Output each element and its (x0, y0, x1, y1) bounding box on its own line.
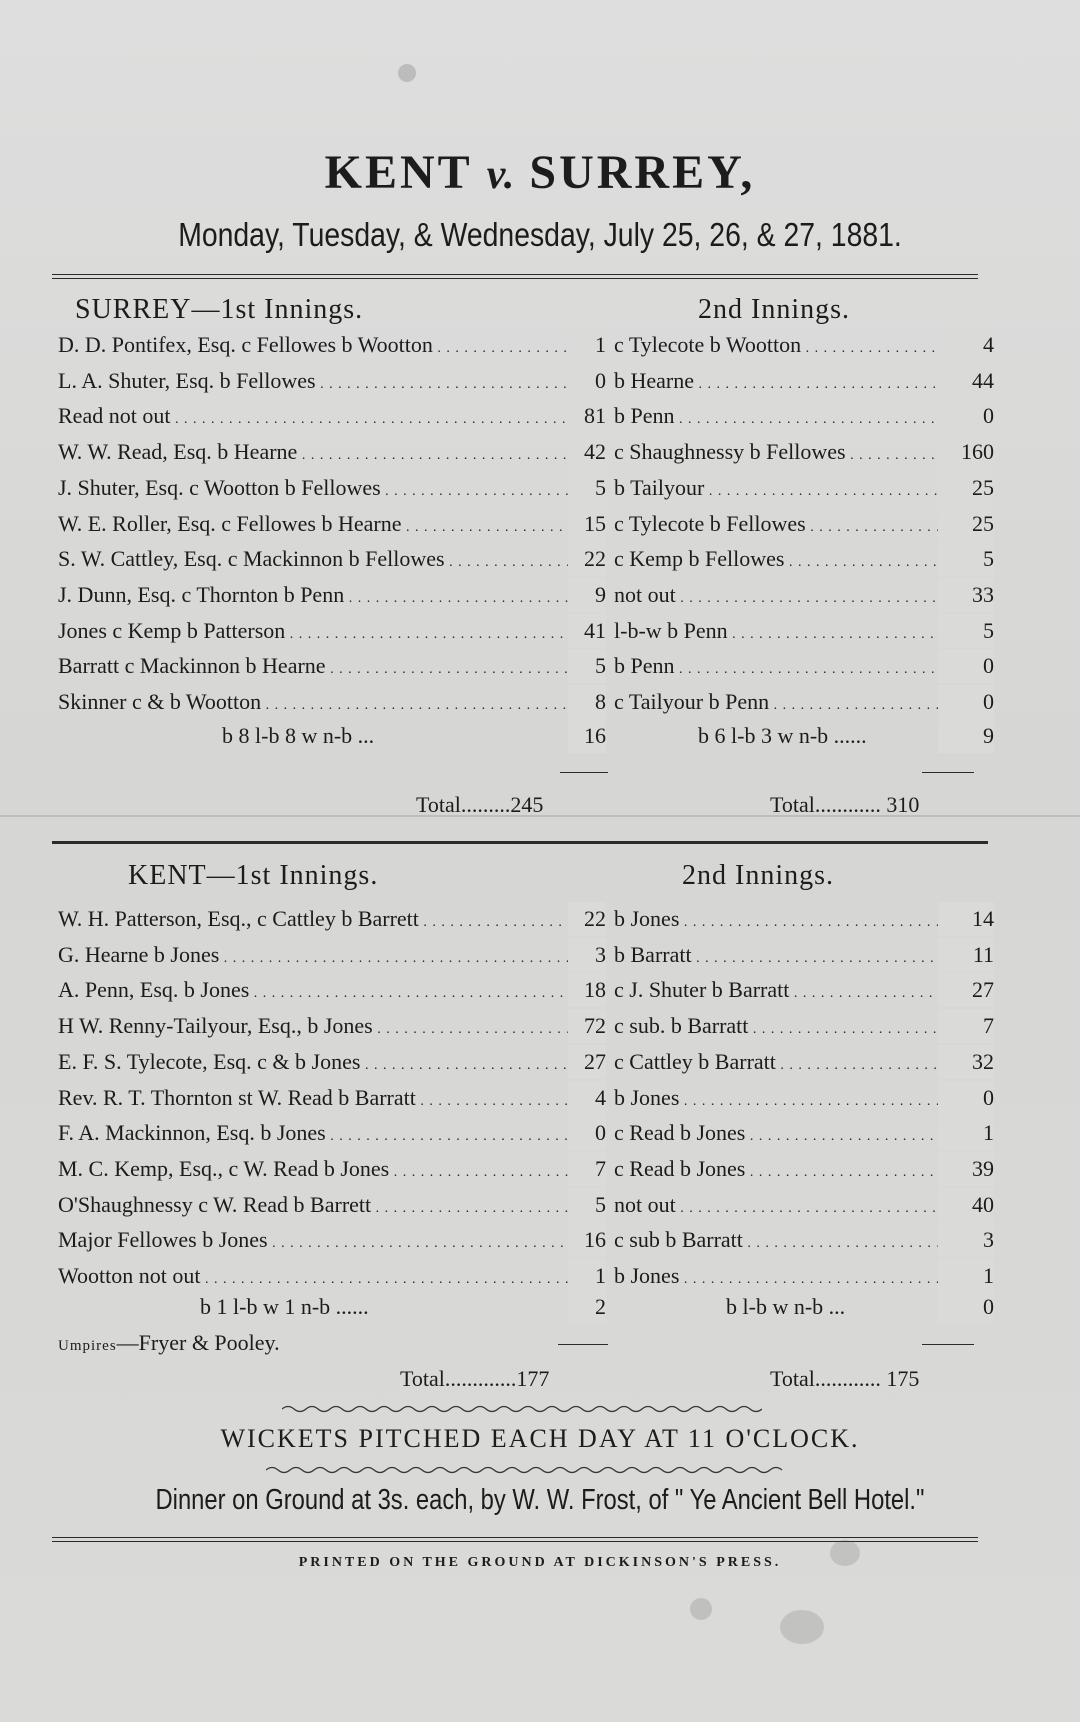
runs-second-innings: 1 (938, 1259, 994, 1293)
batting-row (58, 328, 994, 362)
dismissal-first-innings: W. H. Patterson, Esq., c Cattley b Barrett . . . (58, 902, 568, 940)
runs-first-innings: 41 (568, 614, 606, 648)
dismissal-second-innings: b Hearne . . . (614, 364, 994, 402)
runs-second-innings: 27 (938, 973, 994, 1007)
runs-second-innings: 14 (938, 902, 994, 936)
runs-second-innings: 33 (938, 578, 994, 612)
dismissal-second-innings: b Barratt . . . (614, 938, 994, 976)
runs-second-innings: 1 (938, 1116, 994, 1150)
batting-row (58, 1188, 994, 1222)
dismissal-second-innings: c Shaughnessy b Fellowes . . . (614, 435, 994, 473)
runs-first-innings: 16 (568, 1223, 606, 1257)
batting-row (58, 1223, 994, 1257)
runs-first-innings: 0 (568, 1116, 606, 1150)
dismissal-first-innings: E. F. S. Tylecote, Esq. c & b Jones . . . (58, 1045, 568, 1083)
dismissal-first-innings: D. D. Pontifex, Esq. c Fellowes b Wootton . . . (58, 328, 568, 366)
runs-second-innings: 0 (938, 649, 994, 683)
batting-row (58, 1152, 994, 1186)
surrey-first-total-line (560, 772, 608, 773)
match-dates: Monday, Tuesday, & Wednesday, July 25, 26, & 27, 1881. (178, 216, 902, 253)
dinner-notice: Dinner on Ground at 3s. each, by W. W. Frost, of " Ye Ancient Bell Hotel." (155, 1484, 925, 1516)
header-rule (52, 274, 978, 279)
dismissal-second-innings: c Read b Jones . . . (614, 1116, 994, 1154)
dismissal-first-innings: W. E. Roller, Esq. c Fellowes b Hearne . . . (58, 507, 568, 545)
title-team-2: SURREY, (529, 146, 756, 199)
dismissal-second-innings: c Tylecote b Wootton . . . (614, 328, 994, 366)
runs-first-innings: 22 (568, 902, 606, 936)
runs-first-innings: 8 (568, 685, 606, 719)
dismissal-second-innings: b Penn . . . (614, 399, 994, 437)
runs-second-innings: 5 (938, 542, 994, 576)
runs-second-innings: 0 (938, 685, 994, 719)
runs-first-innings: 72 (568, 1009, 606, 1043)
dismissal-second-innings: c Tailyour b Penn . . . (614, 685, 994, 723)
runs-second-innings: 7 (938, 1009, 994, 1043)
runs-second-innings: 44 (938, 364, 994, 398)
dismissal-first-innings: Skinner c & b Wootton . . . (58, 685, 568, 723)
surrey-extras-first-runs: 16 (568, 719, 606, 753)
batting-row (58, 614, 994, 648)
dismissal-second-innings: c sub b Barratt . . . (614, 1223, 994, 1261)
surrey-extras-second: b 6 l-b 3 w n-b ...... (698, 723, 867, 748)
surrey-second-total: Total............ 310 (770, 792, 920, 817)
dismissal-first-innings: Barratt c Mackinnon b Hearne . . . (58, 649, 568, 687)
dismissal-first-innings: A. Penn, Esq. b Jones . . . (58, 973, 568, 1011)
dismissal-first-innings: L. A. Shuter, Esq. b Fellowes . . . (58, 364, 568, 402)
wickets-notice: WICKETS PITCHED EACH DAY AT 11 O'CLOCK. (220, 1424, 860, 1453)
ink-stain (830, 1540, 860, 1566)
dismissal-first-innings: Jones c Kemp b Patterson . . . (58, 614, 568, 652)
dismissal-first-innings: S. W. Cattley, Esq. c Mackinnon b Fellowes . . . (58, 542, 568, 580)
runs-second-innings: 39 (938, 1152, 994, 1186)
kent-extras-first-runs: 2 (568, 1290, 606, 1324)
batting-row (58, 685, 994, 719)
runs-first-innings: 1 (568, 1259, 606, 1293)
runs-first-innings: 27 (568, 1045, 606, 1079)
section-rule (52, 841, 988, 844)
wavy-rule-top (282, 1404, 762, 1414)
dismissal-first-innings: G. Hearne b Jones . . . (58, 938, 568, 976)
batting-row (58, 471, 994, 505)
runs-second-innings: 40 (938, 1188, 994, 1222)
dismissal-second-innings: l-b-w b Penn . . . (614, 614, 994, 652)
runs-first-innings: 5 (568, 1188, 606, 1222)
dismissal-second-innings: b Penn . . . (614, 649, 994, 687)
batting-row (58, 1116, 994, 1150)
runs-first-innings: 18 (568, 973, 606, 1007)
ink-stain (690, 1598, 712, 1620)
ink-stain (398, 64, 416, 82)
dismissal-first-innings: W. W. Read, Esq. b Hearne . . . (58, 435, 568, 473)
kent-extras-second-runs: 0 (938, 1290, 994, 1324)
runs-first-innings: 81 (568, 399, 606, 433)
batting-row (58, 399, 994, 433)
runs-second-innings: 5 (938, 614, 994, 648)
batting-row (58, 938, 994, 972)
runs-second-innings: 32 (938, 1045, 994, 1079)
runs-first-innings: 42 (568, 435, 606, 469)
ink-stain (780, 1610, 824, 1644)
batting-row (58, 1259, 994, 1293)
runs-first-innings: 15 (568, 507, 606, 541)
surrey-extras-second-runs: 9 (938, 719, 994, 753)
dismissal-first-innings: J. Dunn, Esq. c Thornton b Penn . . . (58, 578, 568, 616)
surrey-extras-first: b 8 l-b 8 w n-b ... (222, 723, 375, 748)
runs-first-innings: 7 (568, 1152, 606, 1186)
batting-row (58, 364, 994, 398)
dismissal-first-innings: F. A. Mackinnon, Esq. b Jones . . . (58, 1116, 568, 1154)
dismissal-first-innings: O'Shaughnessy c W. Read b Barrett . . . (58, 1188, 568, 1226)
dismissal-first-innings: Rev. R. T. Thornton st W. Read b Barratt . . . (58, 1081, 568, 1119)
batting-row (58, 435, 994, 469)
kent-first-total: Total.............177 (400, 1366, 550, 1391)
kent-second-total-line (922, 1344, 974, 1345)
runs-first-innings: 0 (568, 364, 606, 398)
dismissal-first-innings: J. Shuter, Esq. c Wootton b Fellowes . . . (58, 471, 568, 509)
dismissal-first-innings: Read not out . . . (58, 399, 568, 437)
printer-imprint: PRINTED ON THE GROUND AT DICKINSON'S PRESS. (298, 1555, 782, 1570)
dismissal-second-innings: c Cattley b Barratt . . . (614, 1045, 994, 1083)
surrey-first-innings-heading: SURREY—1st Innings. (75, 294, 364, 325)
runs-first-innings: 9 (568, 578, 606, 612)
surrey-second-total-line (922, 772, 974, 773)
dismissal-second-innings: c J. Shuter b Barratt . . . (614, 973, 994, 1011)
runs-first-innings: 4 (568, 1081, 606, 1115)
runs-second-innings: 160 (938, 435, 994, 469)
runs-first-innings: 5 (568, 471, 606, 505)
batting-row (58, 542, 994, 576)
kent-extras-second: b l-b w n-b ... (726, 1294, 846, 1319)
umpires-line (58, 1330, 280, 1356)
runs-first-innings: 5 (568, 649, 606, 683)
runs-first-innings: 22 (568, 542, 606, 576)
dismissal-second-innings: not out . . . (614, 578, 994, 616)
runs-second-innings: 25 (938, 471, 994, 505)
batting-row (58, 902, 994, 936)
umpires-names: —Fryer & Pooley. (116, 1330, 280, 1355)
dismissal-second-innings: c Kemp b Fellowes . . . (614, 542, 994, 580)
dismissal-second-innings: c sub. b Barratt . . . (614, 1009, 994, 1047)
runs-second-innings: 4 (938, 328, 994, 362)
batting-row (58, 1009, 994, 1043)
runs-second-innings: 0 (938, 399, 994, 433)
dismissal-second-innings: c Read b Jones . . . (614, 1152, 994, 1190)
batting-row (58, 507, 994, 541)
batting-row (58, 973, 994, 1007)
runs-second-innings: 25 (938, 507, 994, 541)
batting-row (58, 649, 994, 683)
kent-first-innings-heading: KENT—1st Innings. (128, 860, 379, 891)
dismissal-second-innings: b Jones . . . (614, 1081, 994, 1119)
title-versus: v. (486, 152, 515, 198)
kent-extras-row (58, 1290, 994, 1324)
batting-row (58, 1081, 994, 1115)
kent-extras-first: b 1 l-b w 1 n-b ...... (200, 1294, 369, 1319)
kent-second-total: Total............ 175 (770, 1366, 920, 1391)
dismissal-first-innings: M. C. Kemp, Esq., c W. Read b Jones . . . (58, 1152, 568, 1190)
runs-second-innings: 0 (938, 1081, 994, 1115)
runs-second-innings: 3 (938, 1223, 994, 1257)
batting-row (58, 578, 994, 612)
title-team-1: KENT (324, 146, 472, 199)
runs-second-innings: 11 (938, 938, 994, 972)
runs-first-innings: 1 (568, 328, 606, 362)
surrey-first-total: Total.........245 (416, 792, 544, 817)
match-title (0, 145, 1080, 200)
kent-first-total-line (558, 1344, 608, 1345)
dismissal-first-innings: Major Fellowes b Jones . . . (58, 1223, 568, 1261)
dismissal-second-innings: not out . . . (614, 1188, 994, 1226)
dismissal-second-innings: b Tailyour . . . (614, 471, 994, 509)
surrey-second-innings-heading: 2nd Innings. (698, 294, 850, 325)
batting-row (58, 1045, 994, 1079)
surrey-extras-row (58, 719, 994, 753)
dismissal-second-innings: b Jones . . . (614, 902, 994, 940)
runs-first-innings: 3 (568, 938, 606, 972)
umpires-label: Umpires (58, 1338, 117, 1354)
dismissal-first-innings: H W. Renny-Tailyour, Esq., b Jones . . . (58, 1009, 568, 1047)
kent-second-innings-heading: 2nd Innings. (682, 860, 834, 891)
dismissal-first-innings: Wootton not out . . . (58, 1259, 568, 1297)
wavy-rule-bottom (266, 1465, 786, 1475)
dismissal-second-innings: c Tylecote b Fellowes . . . (614, 507, 994, 545)
dismissal-second-innings: b Jones . . . (614, 1259, 994, 1297)
